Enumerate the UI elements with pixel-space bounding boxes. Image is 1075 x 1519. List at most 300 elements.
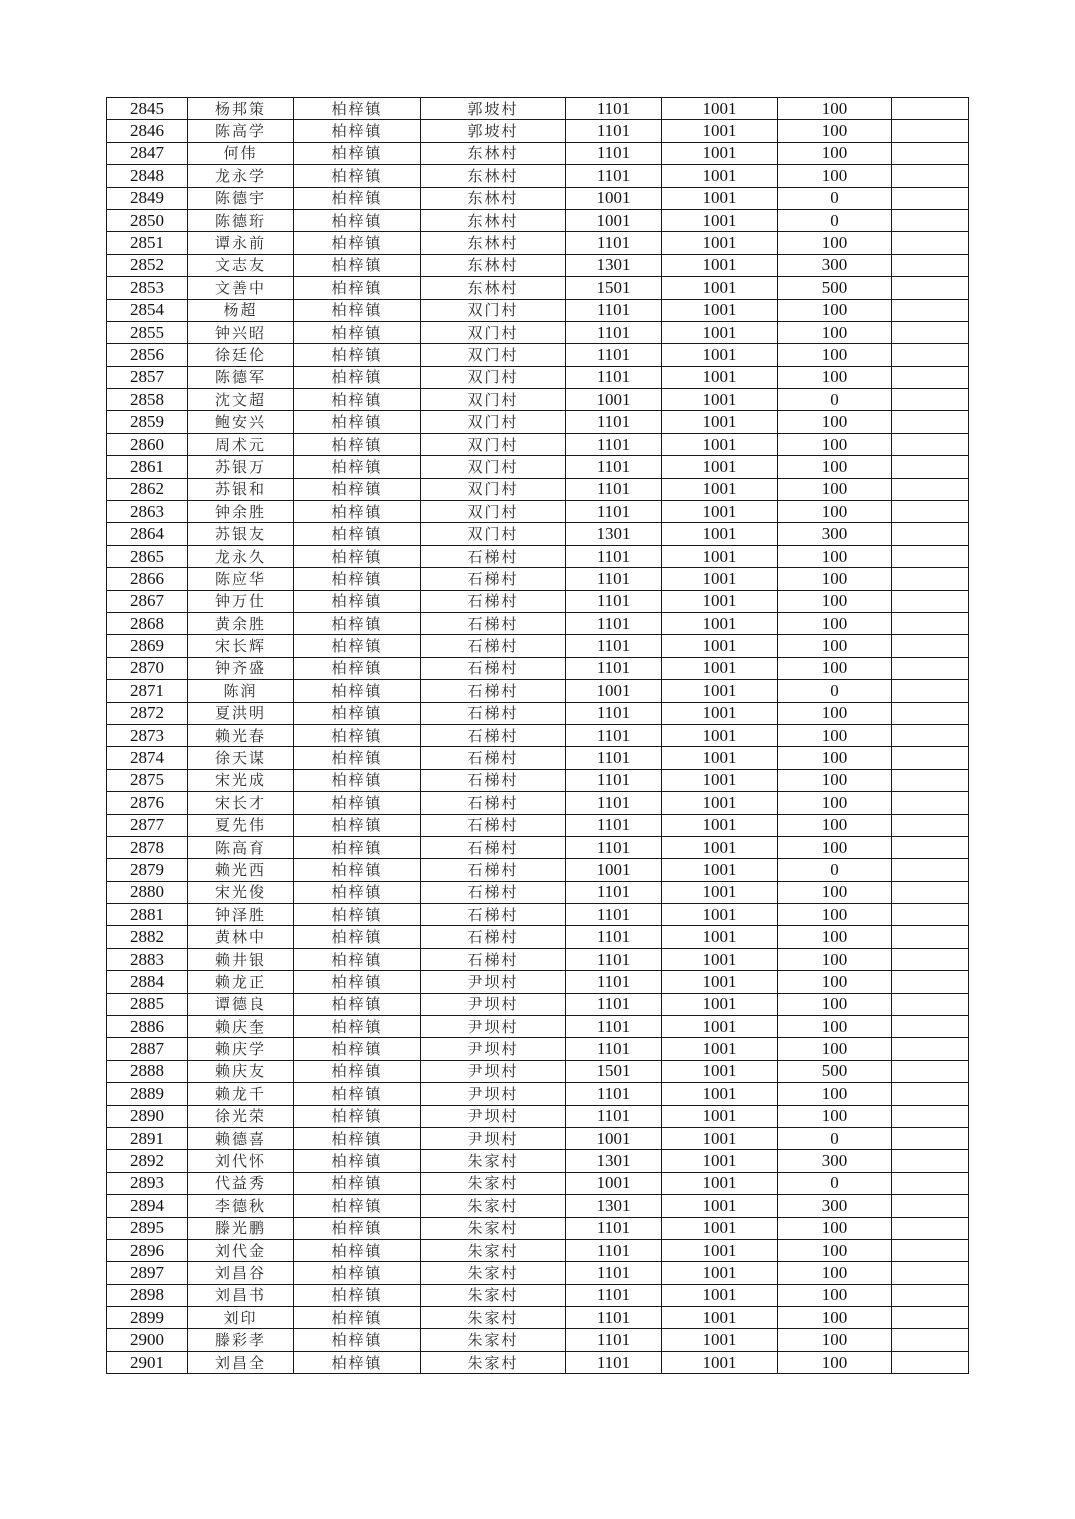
code-a-cell: 1101 (566, 321, 662, 343)
amount-cell: 0 (778, 859, 892, 881)
table-row (107, 635, 969, 657)
code-b-cell: 1001 (662, 635, 778, 657)
code-a-cell: 1001 (566, 680, 662, 702)
village-cell: 石梯村 (421, 635, 566, 657)
code-b-cell: 1001 (662, 142, 778, 164)
code-a-cell: 1101 (566, 142, 662, 164)
amount-cell: 100 (778, 433, 892, 455)
code-b-cell: 1001 (662, 433, 778, 455)
row-number-cell: 2847 (107, 142, 188, 164)
code-a-cell: 1101 (566, 478, 662, 500)
amount-cell: 100 (778, 881, 892, 903)
row-number-cell: 2897 (107, 1262, 188, 1284)
note-cell (892, 344, 969, 366)
town-cell: 柏梓镇 (294, 1016, 421, 1038)
village-cell: 郭坡村 (421, 98, 566, 120)
name-cell: 夏洪明 (188, 702, 294, 724)
village-cell: 石梯村 (421, 657, 566, 679)
code-a-cell: 1101 (566, 836, 662, 858)
name-cell: 赖井银 (188, 948, 294, 970)
code-b-cell: 1001 (662, 859, 778, 881)
name-cell: 苏银万 (188, 456, 294, 478)
code-b-cell: 1001 (662, 501, 778, 523)
town-cell: 柏梓镇 (294, 680, 421, 702)
code-b-cell: 1001 (662, 232, 778, 254)
row-number-cell: 2857 (107, 366, 188, 388)
table-row (107, 389, 969, 411)
code-b-cell: 1001 (662, 165, 778, 187)
town-cell: 柏梓镇 (294, 456, 421, 478)
table-row (107, 836, 969, 858)
note-cell (892, 612, 969, 634)
table-row (107, 142, 969, 164)
table-row (107, 277, 969, 299)
amount-cell: 100 (778, 993, 892, 1015)
amount-cell: 100 (778, 1239, 892, 1261)
row-number-cell: 2864 (107, 523, 188, 545)
note-cell (892, 948, 969, 970)
table-row (107, 187, 969, 209)
amount-cell: 100 (778, 165, 892, 187)
town-cell: 柏梓镇 (294, 120, 421, 142)
note-cell (892, 1329, 969, 1351)
code-b-cell: 1001 (662, 612, 778, 634)
row-number-cell: 2861 (107, 456, 188, 478)
village-cell: 尹坝村 (421, 1016, 566, 1038)
town-cell: 柏梓镇 (294, 389, 421, 411)
name-cell: 钟兴昭 (188, 321, 294, 343)
note-cell (892, 299, 969, 321)
code-b-cell: 1001 (662, 98, 778, 120)
name-cell: 李德秋 (188, 1195, 294, 1217)
code-a-cell: 1101 (566, 545, 662, 567)
amount-cell: 500 (778, 1060, 892, 1082)
note-cell (892, 904, 969, 926)
code-a-cell: 1101 (566, 881, 662, 903)
code-a-cell: 1101 (566, 1105, 662, 1127)
table-row (107, 1307, 969, 1329)
code-a-cell: 1101 (566, 657, 662, 679)
table-row (107, 859, 969, 881)
village-cell: 东林村 (421, 209, 566, 231)
amount-cell: 100 (778, 702, 892, 724)
village-cell: 石梯村 (421, 814, 566, 836)
amount-cell: 0 (778, 209, 892, 231)
note-cell (892, 501, 969, 523)
name-cell: 赖庆友 (188, 1060, 294, 1082)
village-cell: 尹坝村 (421, 1127, 566, 1149)
village-cell: 朱家村 (421, 1351, 566, 1373)
village-cell: 东林村 (421, 254, 566, 276)
row-number-cell: 2863 (107, 501, 188, 523)
row-number-cell: 2883 (107, 948, 188, 970)
note-cell (892, 1284, 969, 1306)
amount-cell: 100 (778, 792, 892, 814)
row-number-cell: 2880 (107, 881, 188, 903)
note-cell (892, 1351, 969, 1373)
row-number-cell: 2896 (107, 1239, 188, 1261)
code-a-cell: 1101 (566, 904, 662, 926)
town-cell: 柏梓镇 (294, 814, 421, 836)
village-cell: 双门村 (421, 389, 566, 411)
row-number-cell: 2879 (107, 859, 188, 881)
name-cell: 谭永前 (188, 232, 294, 254)
name-cell: 赖庆学 (188, 1038, 294, 1060)
town-cell: 柏梓镇 (294, 165, 421, 187)
table-row (107, 209, 969, 231)
town-cell: 柏梓镇 (294, 1307, 421, 1329)
village-cell: 石梯村 (421, 590, 566, 612)
code-b-cell: 1001 (662, 1307, 778, 1329)
row-number-cell: 2884 (107, 971, 188, 993)
village-cell: 郭坡村 (421, 120, 566, 142)
row-number-cell: 2858 (107, 389, 188, 411)
town-cell: 柏梓镇 (294, 1239, 421, 1261)
amount-cell: 100 (778, 1329, 892, 1351)
code-a-cell: 1101 (566, 1284, 662, 1306)
code-b-cell: 1001 (662, 389, 778, 411)
note-cell (892, 433, 969, 455)
name-cell: 陈德宇 (188, 187, 294, 209)
code-b-cell: 1001 (662, 1038, 778, 1060)
code-a-cell: 1101 (566, 1307, 662, 1329)
town-cell: 柏梓镇 (294, 1217, 421, 1239)
amount-cell: 100 (778, 590, 892, 612)
table-row (107, 568, 969, 590)
code-a-cell: 1101 (566, 232, 662, 254)
code-b-cell: 1001 (662, 590, 778, 612)
code-b-cell: 1001 (662, 1150, 778, 1172)
code-b-cell: 1001 (662, 680, 778, 702)
village-cell: 石梯村 (421, 545, 566, 567)
code-a-cell: 1101 (566, 635, 662, 657)
table-row (107, 590, 969, 612)
table-row (107, 433, 969, 455)
village-cell: 石梯村 (421, 769, 566, 791)
note-cell (892, 1262, 969, 1284)
table-row (107, 769, 969, 791)
table-row (107, 165, 969, 187)
roster-table (106, 97, 969, 1374)
name-cell: 刘昌谷 (188, 1262, 294, 1284)
table-row (107, 1060, 969, 1082)
note-cell (892, 590, 969, 612)
code-a-cell: 1101 (566, 1217, 662, 1239)
amount-cell: 100 (778, 904, 892, 926)
code-b-cell: 1001 (662, 1016, 778, 1038)
town-cell: 柏梓镇 (294, 1172, 421, 1194)
code-b-cell: 1001 (662, 1172, 778, 1194)
village-cell: 尹坝村 (421, 1038, 566, 1060)
row-number-cell: 2853 (107, 277, 188, 299)
amount-cell: 300 (778, 1195, 892, 1217)
town-cell: 柏梓镇 (294, 657, 421, 679)
amount-cell: 100 (778, 1284, 892, 1306)
table-row (107, 1127, 969, 1149)
amount-cell: 100 (778, 612, 892, 634)
name-cell: 杨超 (188, 299, 294, 321)
amount-cell: 100 (778, 1083, 892, 1105)
town-cell: 柏梓镇 (294, 321, 421, 343)
table-row (107, 904, 969, 926)
village-cell: 朱家村 (421, 1307, 566, 1329)
row-number-cell: 2876 (107, 792, 188, 814)
code-a-cell: 1101 (566, 456, 662, 478)
row-number-cell: 2851 (107, 232, 188, 254)
name-cell: 黄林中 (188, 926, 294, 948)
village-cell: 双门村 (421, 299, 566, 321)
name-cell: 赖光春 (188, 724, 294, 746)
table-row (107, 814, 969, 836)
table-row (107, 724, 969, 746)
name-cell: 陈应华 (188, 568, 294, 590)
name-cell: 钟余胜 (188, 501, 294, 523)
name-cell: 刘昌书 (188, 1284, 294, 1306)
town-cell: 柏梓镇 (294, 209, 421, 231)
row-number-cell: 2889 (107, 1083, 188, 1105)
amount-cell: 100 (778, 971, 892, 993)
amount-cell: 500 (778, 277, 892, 299)
row-number-cell: 2895 (107, 1217, 188, 1239)
code-a-cell: 1101 (566, 1083, 662, 1105)
note-cell (892, 523, 969, 545)
code-b-cell: 1001 (662, 904, 778, 926)
code-a-cell: 1101 (566, 568, 662, 590)
town-cell: 柏梓镇 (294, 1060, 421, 1082)
town-cell: 柏梓镇 (294, 545, 421, 567)
row-number-cell: 2860 (107, 433, 188, 455)
town-cell: 柏梓镇 (294, 769, 421, 791)
village-cell: 双门村 (421, 344, 566, 366)
town-cell: 柏梓镇 (294, 859, 421, 881)
code-a-cell: 1301 (566, 1150, 662, 1172)
code-a-cell: 1101 (566, 747, 662, 769)
name-cell: 苏银和 (188, 478, 294, 500)
amount-cell: 100 (778, 501, 892, 523)
row-number-cell: 2850 (107, 209, 188, 231)
code-a-cell: 1101 (566, 612, 662, 634)
row-number-cell: 2846 (107, 120, 188, 142)
note-cell (892, 1060, 969, 1082)
code-b-cell: 1001 (662, 187, 778, 209)
table-row (107, 1284, 969, 1306)
village-cell: 双门村 (421, 523, 566, 545)
amount-cell: 100 (778, 1351, 892, 1373)
town-cell: 柏梓镇 (294, 993, 421, 1015)
code-a-cell: 1001 (566, 187, 662, 209)
town-cell: 柏梓镇 (294, 1329, 421, 1351)
note-cell (892, 792, 969, 814)
code-a-cell: 1001 (566, 389, 662, 411)
code-b-cell: 1001 (662, 1105, 778, 1127)
note-cell (892, 389, 969, 411)
row-number-cell: 2885 (107, 993, 188, 1015)
amount-cell: 100 (778, 1217, 892, 1239)
amount-cell: 100 (778, 299, 892, 321)
town-cell: 柏梓镇 (294, 1262, 421, 1284)
code-b-cell: 1001 (662, 277, 778, 299)
name-cell: 刘印 (188, 1307, 294, 1329)
name-cell: 龙永久 (188, 545, 294, 567)
name-cell: 周术元 (188, 433, 294, 455)
village-cell: 尹坝村 (421, 1083, 566, 1105)
code-b-cell: 1001 (662, 523, 778, 545)
code-b-cell: 1001 (662, 836, 778, 858)
code-a-cell: 1101 (566, 926, 662, 948)
code-b-cell: 1001 (662, 657, 778, 679)
row-number-cell: 2899 (107, 1307, 188, 1329)
code-b-cell: 1001 (662, 1284, 778, 1306)
amount-cell: 100 (778, 657, 892, 679)
code-b-cell: 1001 (662, 948, 778, 970)
note-cell (892, 635, 969, 657)
village-cell: 东林村 (421, 232, 566, 254)
name-cell: 杨邦策 (188, 98, 294, 120)
name-cell: 刘代怀 (188, 1150, 294, 1172)
note-cell (892, 657, 969, 679)
table-row (107, 232, 969, 254)
table-row (107, 1217, 969, 1239)
code-b-cell: 1001 (662, 814, 778, 836)
row-number-cell: 2849 (107, 187, 188, 209)
name-cell: 钟泽胜 (188, 904, 294, 926)
name-cell: 赖庆奎 (188, 1016, 294, 1038)
code-a-cell: 1101 (566, 792, 662, 814)
amount-cell: 300 (778, 523, 892, 545)
village-cell: 石梯村 (421, 792, 566, 814)
note-cell (892, 1307, 969, 1329)
name-cell: 夏先伟 (188, 814, 294, 836)
amount-cell: 0 (778, 187, 892, 209)
amount-cell: 0 (778, 1172, 892, 1194)
code-b-cell: 1001 (662, 1060, 778, 1082)
code-a-cell: 1101 (566, 814, 662, 836)
row-number-cell: 2866 (107, 568, 188, 590)
name-cell: 文志友 (188, 254, 294, 276)
note-cell (892, 456, 969, 478)
row-number-cell: 2892 (107, 1150, 188, 1172)
code-b-cell: 1001 (662, 926, 778, 948)
code-a-cell: 1101 (566, 702, 662, 724)
code-a-cell: 1501 (566, 277, 662, 299)
amount-cell: 100 (778, 142, 892, 164)
note-cell (892, 769, 969, 791)
town-cell: 柏梓镇 (294, 1038, 421, 1060)
note-cell (892, 411, 969, 433)
note-cell (892, 98, 969, 120)
note-cell (892, 926, 969, 948)
code-b-cell: 1001 (662, 321, 778, 343)
village-cell: 石梯村 (421, 724, 566, 746)
code-a-cell: 1001 (566, 859, 662, 881)
row-number-cell: 2890 (107, 1105, 188, 1127)
code-b-cell: 1001 (662, 993, 778, 1015)
row-number-cell: 2871 (107, 680, 188, 702)
village-cell: 东林村 (421, 165, 566, 187)
town-cell: 柏梓镇 (294, 299, 421, 321)
code-b-cell: 1001 (662, 1083, 778, 1105)
amount-cell: 100 (778, 948, 892, 970)
row-number-cell: 2862 (107, 478, 188, 500)
table-row (107, 792, 969, 814)
note-cell (892, 232, 969, 254)
town-cell: 柏梓镇 (294, 724, 421, 746)
note-cell (892, 1150, 969, 1172)
village-cell: 石梯村 (421, 568, 566, 590)
amount-cell: 100 (778, 321, 892, 343)
code-a-cell: 1101 (566, 1351, 662, 1373)
town-cell: 柏梓镇 (294, 635, 421, 657)
table-row (107, 1195, 969, 1217)
code-b-cell: 1001 (662, 478, 778, 500)
town-cell: 柏梓镇 (294, 1195, 421, 1217)
code-a-cell: 1101 (566, 299, 662, 321)
code-b-cell: 1001 (662, 1127, 778, 1149)
code-a-cell: 1001 (566, 1127, 662, 1149)
name-cell: 宋光俊 (188, 881, 294, 903)
amount-cell: 100 (778, 747, 892, 769)
table-row (107, 254, 969, 276)
code-b-cell: 1001 (662, 209, 778, 231)
town-cell: 柏梓镇 (294, 590, 421, 612)
amount-cell: 100 (778, 545, 892, 567)
name-cell: 黄余胜 (188, 612, 294, 634)
code-a-cell: 1101 (566, 948, 662, 970)
village-cell: 东林村 (421, 142, 566, 164)
code-a-cell: 1301 (566, 1195, 662, 1217)
code-a-cell: 1101 (566, 433, 662, 455)
row-number-cell: 2852 (107, 254, 188, 276)
amount-cell: 100 (778, 568, 892, 590)
note-cell (892, 1239, 969, 1261)
note-cell (892, 680, 969, 702)
village-cell: 尹坝村 (421, 1060, 566, 1082)
note-cell (892, 366, 969, 388)
table-row (107, 1105, 969, 1127)
code-a-cell: 1101 (566, 1329, 662, 1351)
village-cell: 东林村 (421, 277, 566, 299)
name-cell: 赖龙正 (188, 971, 294, 993)
table-row (107, 948, 969, 970)
town-cell: 柏梓镇 (294, 1351, 421, 1373)
code-b-cell: 1001 (662, 568, 778, 590)
name-cell: 滕彩孝 (188, 1329, 294, 1351)
row-number-cell: 2872 (107, 702, 188, 724)
town-cell: 柏梓镇 (294, 1284, 421, 1306)
name-cell: 龙永学 (188, 165, 294, 187)
town-cell: 柏梓镇 (294, 344, 421, 366)
code-b-cell: 1001 (662, 344, 778, 366)
table-row (107, 1016, 969, 1038)
town-cell: 柏梓镇 (294, 948, 421, 970)
table-row (107, 545, 969, 567)
code-b-cell: 1001 (662, 254, 778, 276)
town-cell: 柏梓镇 (294, 612, 421, 634)
name-cell: 宋光成 (188, 769, 294, 791)
table-row (107, 971, 969, 993)
village-cell: 双门村 (421, 366, 566, 388)
code-b-cell: 1001 (662, 1217, 778, 1239)
village-cell: 东林村 (421, 187, 566, 209)
table-row (107, 1038, 969, 1060)
town-cell: 柏梓镇 (294, 277, 421, 299)
amount-cell: 100 (778, 1038, 892, 1060)
code-b-cell: 1001 (662, 881, 778, 903)
row-number-cell: 2901 (107, 1351, 188, 1373)
table-row (107, 299, 969, 321)
village-cell: 石梯村 (421, 836, 566, 858)
code-b-cell: 1001 (662, 366, 778, 388)
